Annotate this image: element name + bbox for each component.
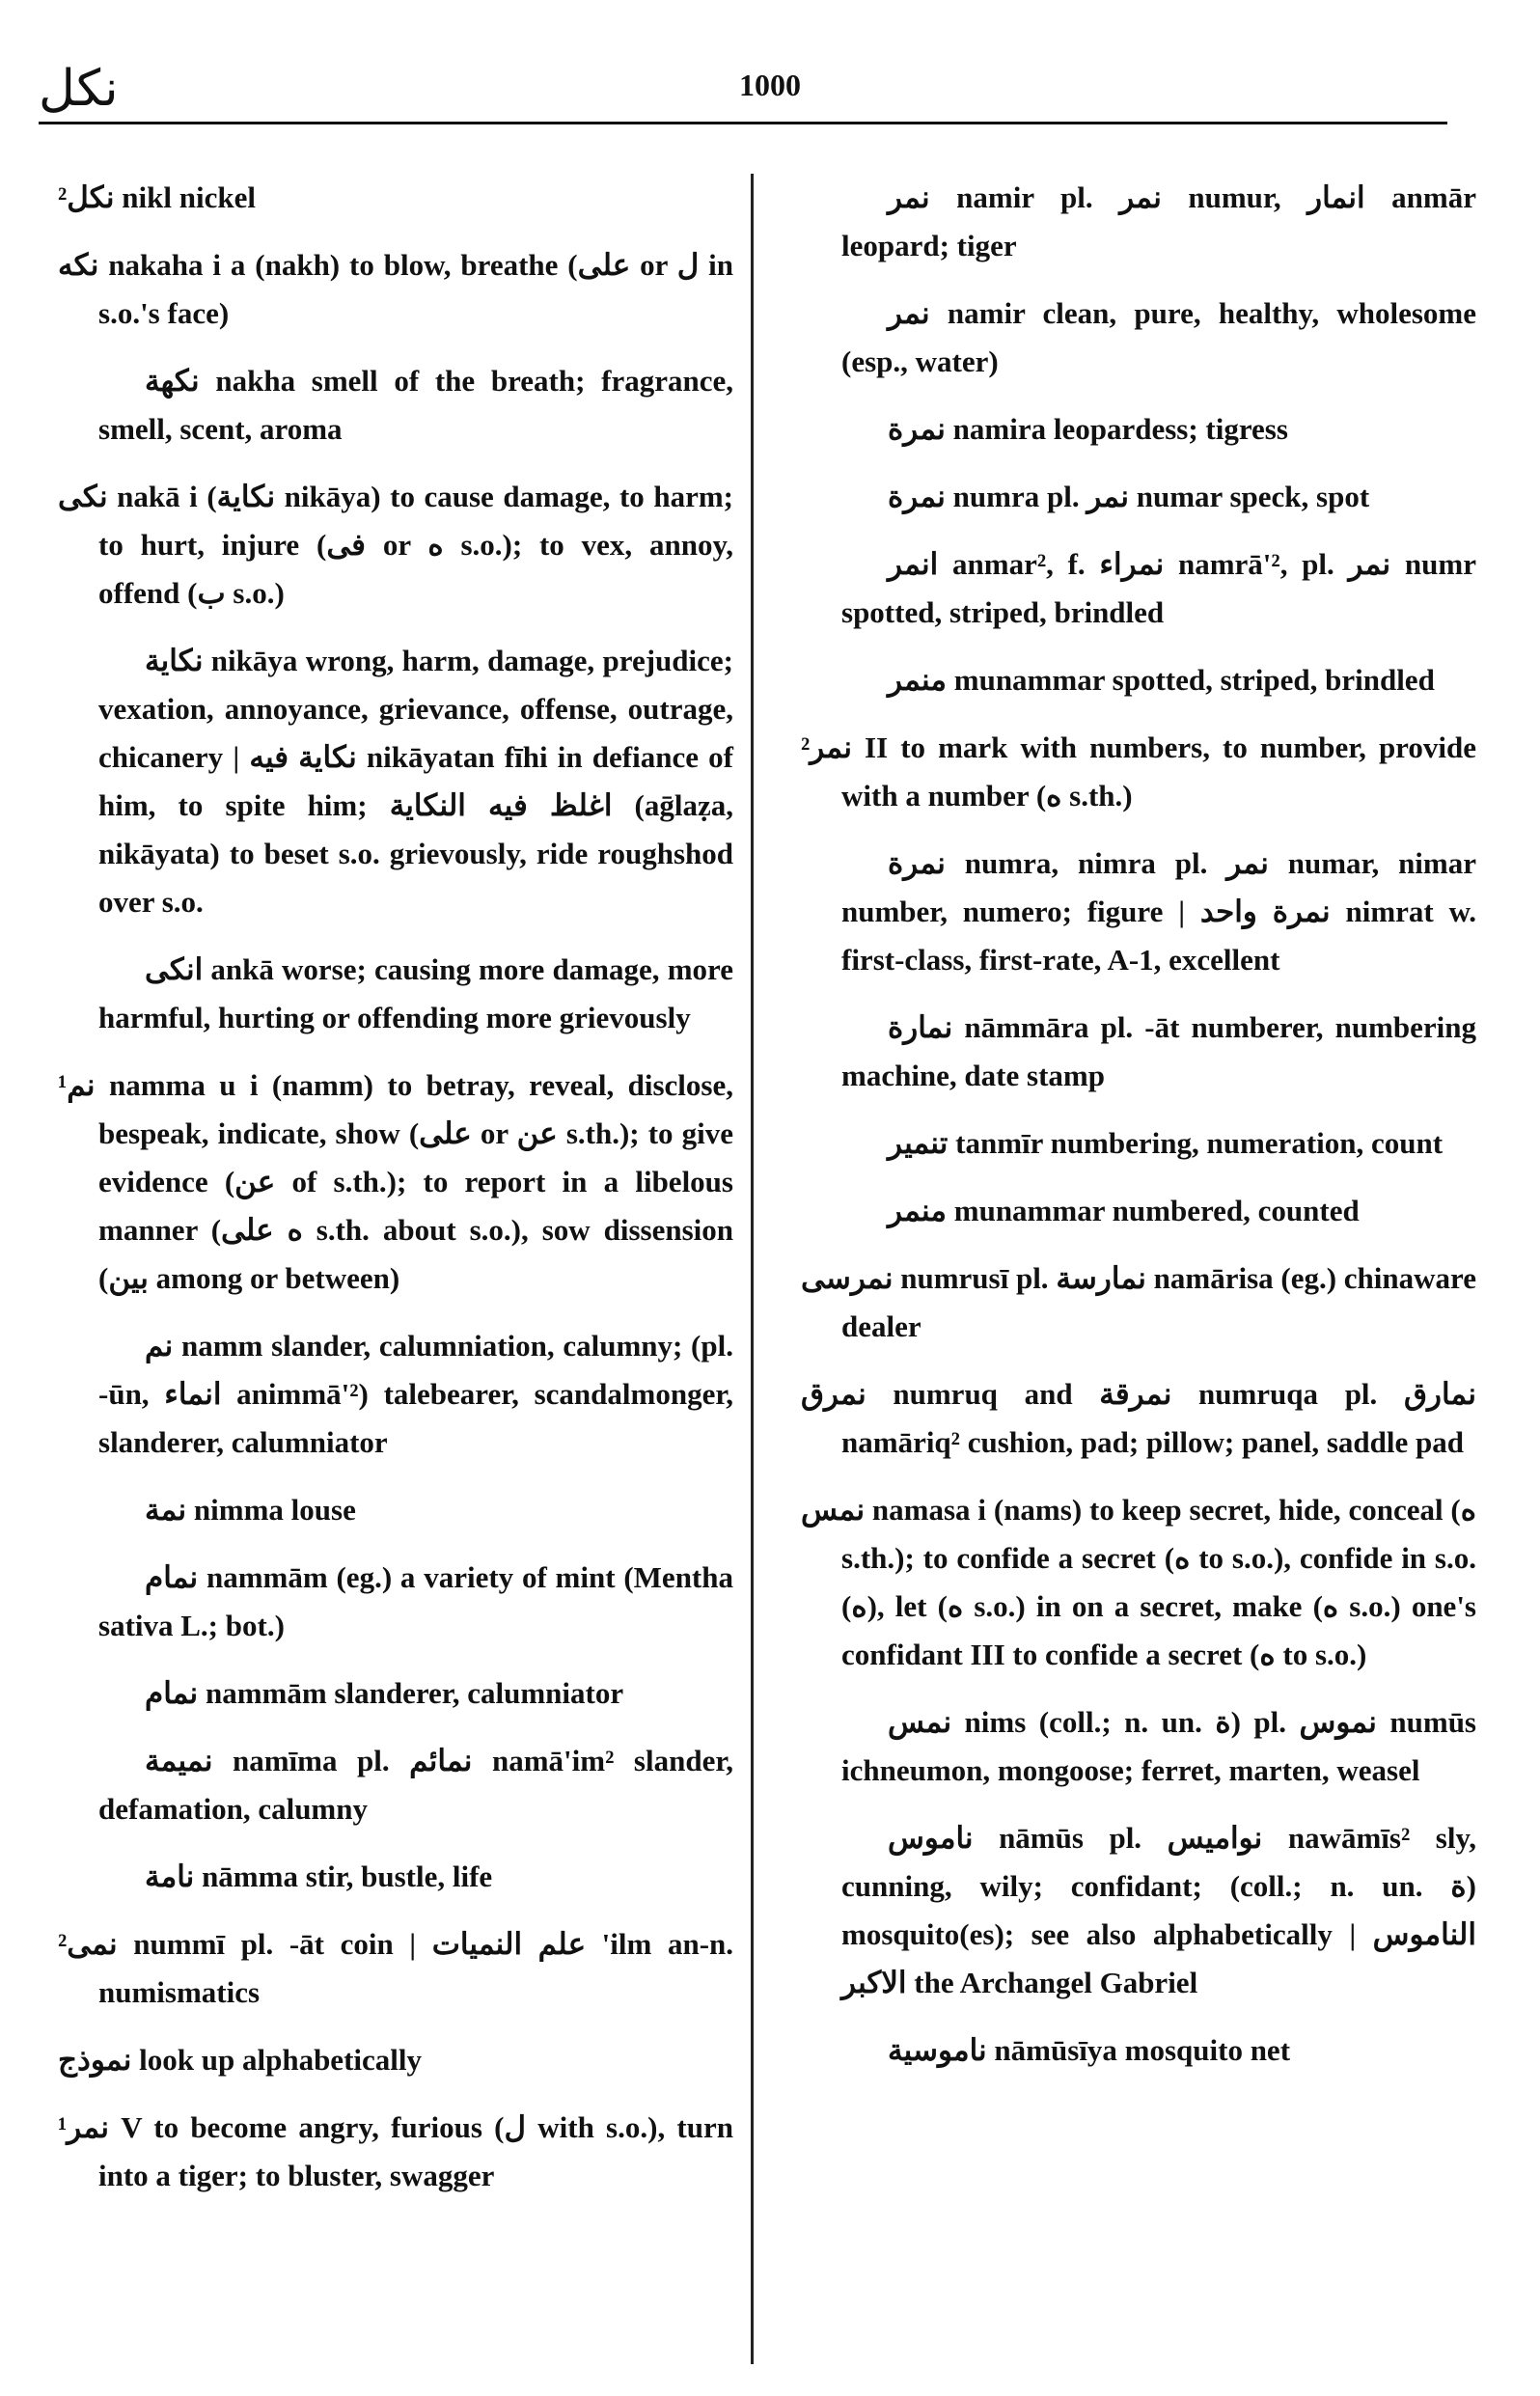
dictionary-subentry: نكاية nikāya wrong, harm, damage, prejudice; vexation, annoyance, grievance, offense, outrage, chicanery | نكاية فيه nikāyatan fīhi in defiance of him, to spite him; اغلظ فيه النكاية (aḡlaẓa, nikāyata) to beset s.o. grievously, ride roughshod over s.o. xyxy=(98,644,733,919)
dictionary-subentry: ناموسية nāmūsīya mosquito net xyxy=(888,2033,1291,2067)
dictionary-entry: نموذج look up alphabetically xyxy=(58,2043,422,2077)
running-head: نكل xyxy=(39,60,119,118)
dictionary-subentry: ناموس nāmūs pl. نواميس nawāmīs² sly, cunning, wily; confidant; (coll.; n. un. ة) mosquito(es); see also alphabetically | الناموس الاكبر the Archangel Gabriel xyxy=(841,1821,1476,1999)
dictionary-entry: ²نمى nummī pl. -āt coin | علم النميات 'ilm an-n. numismatics xyxy=(58,1927,734,2009)
dictionary-subentry: انمر anmar², f. نمراء namrā'², pl. نمر numr spotted, striped, brindled xyxy=(841,547,1476,629)
dictionary-subentry: منمر munammar spotted, striped, brindled xyxy=(888,663,1435,697)
dictionary-subentry: تنمير tanmīr numbering, numeration, count xyxy=(888,1126,1444,1160)
dictionary-subentry: انكى ankā worse; causing more damage, more harmful, hurting or offending more grievously xyxy=(98,952,733,1034)
dictionary-entry: نكه nakaha i a (nakh) to blow, breathe (على or ل in s.o.'s face) xyxy=(58,248,734,330)
dictionary-entry: ¹نم namma u i (namm) to betray, reveal, disclose, bespeak, indicate, show (على or عن s.th.); to give evidence (عن of s.th.); to report in a libelous manner (ه على s.th. about s.o.), sow dissension (بين among or between) xyxy=(58,1068,734,1295)
dictionary-subentry: نمة nimma louse xyxy=(145,1493,356,1527)
dictionary-subentry: نكهة nakha smell of the breath; fragrance, smell, scent, aroma xyxy=(98,364,733,446)
dictionary-subentry: منمر munammar numbered, counted xyxy=(888,1194,1360,1227)
page-number: 1000 xyxy=(739,68,801,102)
right-column xyxy=(801,174,1476,2094)
dictionary-entry: ²نكل nikl nickel xyxy=(58,180,256,214)
dictionary-subentry: نمر namir clean, pure, healthy, wholesome (esp., water) xyxy=(841,296,1476,378)
header-rule xyxy=(39,122,1447,124)
dictionary-subentry: نم namm slander, calumniation, calumny; (pl. -ūn, انماء animmā'²) talebearer, scandalmonger, slanderer, calumniator xyxy=(98,1329,734,1459)
dictionary-entry: نمرق numruq and نمرقة numruqa pl. نمارق namāriq² cushion, pad; pillow; panel, saddle pad xyxy=(801,1377,1476,1459)
dictionary-subentry: نميمة namīma pl. نمائم namā'im² slander, defamation, calumny xyxy=(98,1744,733,1826)
dictionary-entry: نمس namasa i (nams) to keep secret, hide, conceal (ه s.th.); to confide a secret (ه to s.o.), confide in s.o. (ه), let (ه s.o.) in on a secret, make (ه s.o.) one's confidant III to confide a secret (ه to s.o.) xyxy=(801,1493,1476,1671)
dictionary-subentry: نمرة numra pl. نمر numar speck, spot xyxy=(888,480,1370,513)
left-column xyxy=(58,174,733,2219)
dictionary-subentry: نمر namir pl. نمر numur, انمار anmār leopard; tiger xyxy=(841,180,1477,262)
dictionary-subentry: نمس nims (coll.; n. un. ة) pl. نموس numūs ichneumon, mongoose; ferret, marten, weasel xyxy=(841,1705,1476,1787)
dictionary-entry: ¹نمر V to become angry, furious (ل with s.o.), turn into a tiger; to bluster, swagger xyxy=(58,2110,733,2192)
dictionary-entry: نمرسى numrusī pl. نمارسة namārisa (eg.) chinaware dealer xyxy=(801,1261,1476,1343)
dictionary-entry: ²نمر II to mark with numbers, to number, provide with a number (ه s.th.) xyxy=(801,730,1476,812)
dictionary-subentry: نامة nāmma stir, bustle, life xyxy=(145,1859,493,1893)
dictionary-subentry: نمام nammām (eg.) a variety of mint (Mentha sativa L.; bot.) xyxy=(98,1560,733,1642)
dictionary-subentry: نمرة namira leopardess; tigress xyxy=(888,412,1288,446)
dictionary-subentry: نمام nammām slanderer, calumniator xyxy=(145,1676,624,1710)
column-divider xyxy=(751,174,754,2364)
dictionary-entry: نكى nakā i (نكاية nikāya) to cause damage, to harm; to hurt, injure (فى or ه s.o.); to vex, annoy, offend (ب s.o.) xyxy=(58,480,733,610)
dictionary-subentry: نمارة nāmmāra pl. -āt numberer, numbering machine, date stamp xyxy=(841,1010,1476,1092)
dictionary-subentry: نمرة numra, nimra pl. نمر numar, nimar number, numero; figure | نمرة واحد nimrat w. first-class, first-rate, A-1, excellent xyxy=(841,846,1477,977)
